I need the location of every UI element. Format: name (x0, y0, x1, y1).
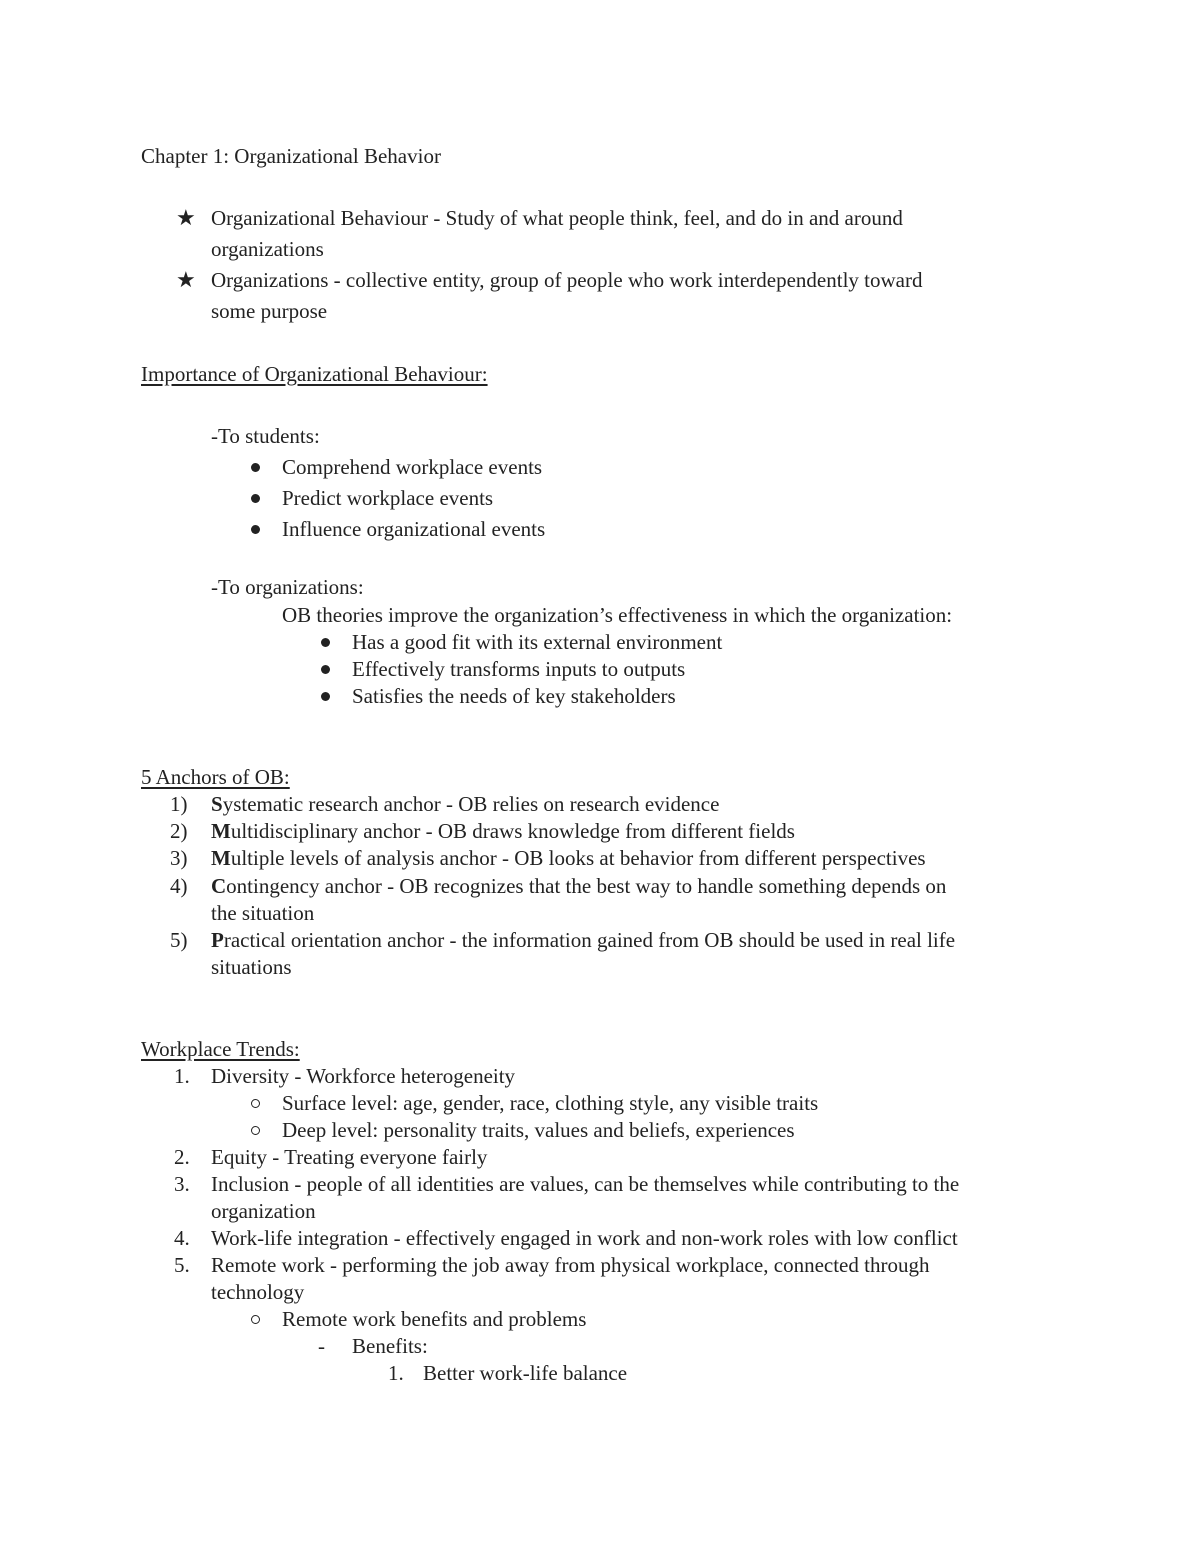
star-bullet-icon: ★ (176, 206, 196, 231)
anchor-item (211, 845, 926, 872)
anchor-item (211, 873, 946, 900)
dash-bullet: - (318, 1334, 325, 1358)
remote-subitem: Remote work benefits and problems (282, 1307, 587, 1331)
organizations-item: Has a good fit with its external environment (352, 630, 723, 654)
trend-number: 2. (174, 1145, 190, 1169)
organizations-item: Effectively transforms inputs to outputs (352, 657, 686, 681)
anchor-text: ystematic research anchor - OB relies on research evidence (222, 792, 720, 816)
anchor-item (211, 791, 719, 818)
bullet-dot-icon (321, 665, 330, 674)
hollow-bullet-icon (251, 1315, 260, 1324)
diversity-subitem: Surface level: age, gender, race, clothing style, any visible traits (282, 1091, 819, 1115)
students-item: Comprehend workplace events (282, 455, 543, 479)
anchor-item (211, 927, 955, 954)
anchor-number: 5) (170, 928, 188, 952)
trend-item: Work-life integration - effectively engaged in work and non-work roles with low conflict (211, 1226, 958, 1250)
trend-continuation: organization (211, 1199, 316, 1223)
anchor-initial: S (211, 792, 223, 816)
anchor-initial: M (211, 846, 231, 870)
students-item: Predict workplace events (282, 486, 494, 510)
definition-continuation: organizations (211, 237, 324, 261)
diversity-subitem: Deep level: personality traits, values and beliefs, experiences (282, 1118, 795, 1142)
trend-number: 3. (174, 1172, 190, 1196)
definition-item (211, 267, 922, 294)
benefits-label: Benefits: (352, 1334, 428, 1358)
anchor-text: ultidisciplinary anchor - OB draws knowledge from different fields (230, 819, 795, 843)
students-item: Influence organizational events (282, 517, 546, 541)
anchor-initial: M (211, 819, 231, 843)
anchor-number: 4) (170, 874, 188, 898)
anchor-initial: C (211, 874, 227, 898)
trend-number: 1. (174, 1064, 190, 1088)
organizations-intro: OB theories improve the organization’s effectiveness in which the organization: (282, 603, 953, 627)
page-title: Chapter 1: Organizational Behavior (141, 144, 441, 168)
bullet-dot-icon (251, 494, 260, 503)
organizations-item: Satisfies the needs of key stakeholders (352, 684, 676, 708)
bullet-dot-icon (321, 692, 330, 701)
definition-continuation: some purpose (211, 299, 328, 323)
trend-item: Equity - Treating everyone fairly (211, 1145, 488, 1169)
anchor-text: ontingency anchor - OB recognizes that the best way to handle something depends on (226, 874, 947, 898)
anchor-continuation: the situation (211, 901, 315, 925)
section-heading-anchors: 5 Anchors of OB: (141, 765, 290, 789)
definition-term: Organizations (211, 268, 329, 292)
definition-text: - collective entity, group of people who work interdependently toward (328, 268, 923, 292)
trend-item: Remote work - performing the job away from physical workplace, connected through (211, 1253, 930, 1277)
bullet-dot-icon (251, 525, 260, 534)
students-label: -To students: (211, 424, 320, 448)
trend-number: 4. (174, 1226, 190, 1250)
bullet-dot-icon (321, 638, 330, 647)
definition-term: Organizational Behaviour (211, 206, 429, 230)
benefit-number: 1. (388, 1361, 404, 1385)
anchor-item (211, 818, 795, 845)
anchor-text: ractical orientation anchor - the information gained from OB should be used in real life (223, 928, 956, 952)
trend-number: 5. (174, 1253, 190, 1277)
anchor-initial: P (211, 928, 224, 952)
anchor-text: ultiple levels of analysis anchor - OB looks at behavior from different perspectives (230, 846, 926, 870)
organizations-label: -To organizations: (211, 575, 364, 599)
section-heading-importance: Importance of Organizational Behaviour: (141, 362, 488, 386)
hollow-bullet-icon (251, 1099, 260, 1108)
definition-text: - Study of what people think, feel, and do in and around (428, 206, 903, 230)
anchor-number: 2) (170, 819, 188, 843)
anchor-number: 1) (170, 792, 188, 816)
definition-item (211, 205, 903, 232)
bullet-dot-icon (251, 463, 260, 472)
trend-continuation: technology (211, 1280, 305, 1304)
trend-item: Diversity - Workforce heterogeneity (211, 1064, 516, 1088)
anchor-number: 3) (170, 846, 188, 870)
star-bullet-icon: ★ (176, 268, 196, 293)
section-heading-trends: Workplace Trends: (141, 1037, 300, 1061)
trend-item: Inclusion - people of all identities are values, can be themselves while contributing to the (211, 1172, 960, 1196)
benefit-item: Better work-life balance (423, 1361, 628, 1385)
hollow-bullet-icon (251, 1126, 260, 1135)
anchor-continuation: situations (211, 955, 292, 979)
